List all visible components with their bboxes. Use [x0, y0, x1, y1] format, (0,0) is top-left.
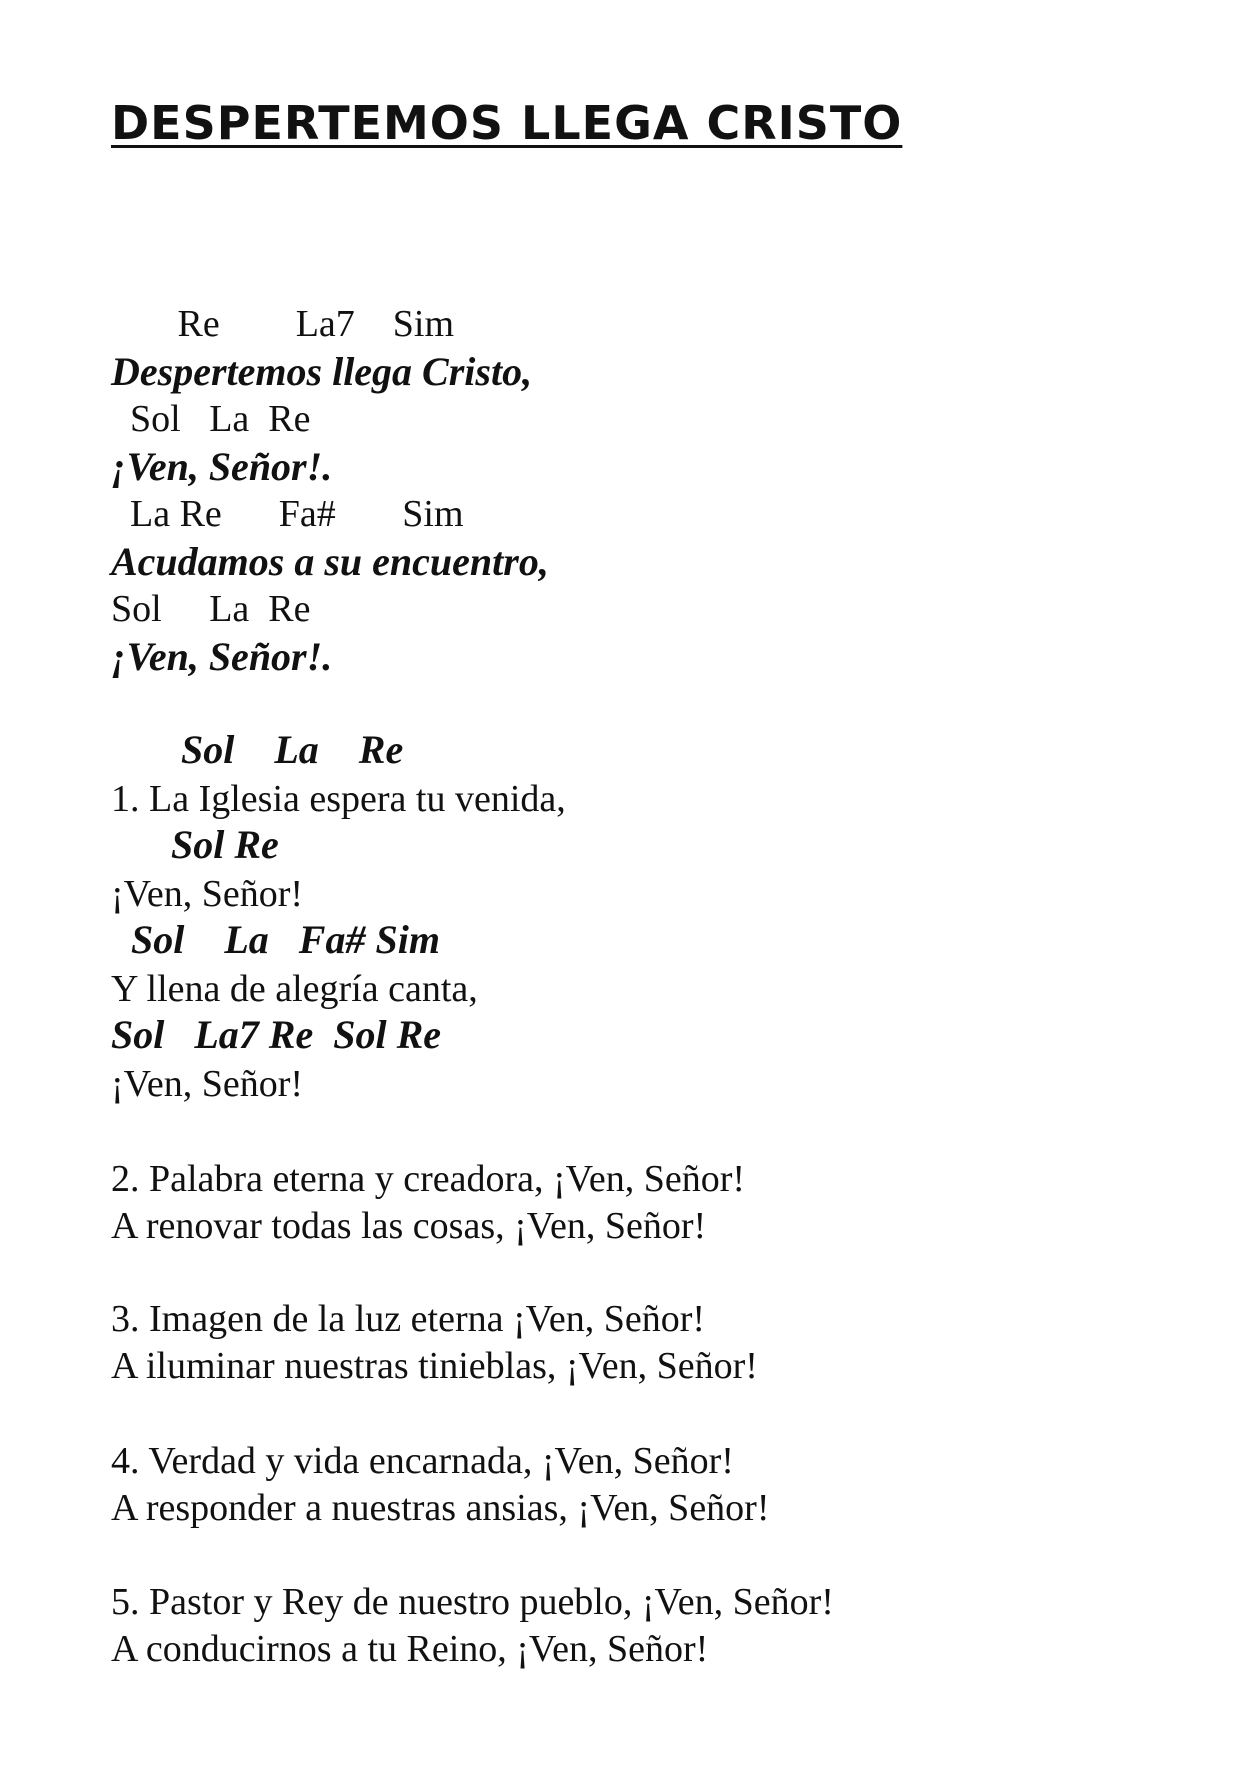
verse1-lyric-4: ¡Ven, Señor! — [111, 1063, 304, 1105]
chorus-lyric-4: ¡Ven, Señor!. — [111, 634, 333, 679]
verse1-lyric-1: 1. La Iglesia espera tu venida, — [111, 778, 566, 820]
verse1-chords-2: Sol Re — [111, 822, 279, 867]
chorus-chords-4: Sol La Re — [111, 588, 311, 630]
chorus-lyric-3: Acudamos a su encuentro, — [111, 539, 549, 584]
verse2-line-1: 2. Palabra eterna y creadora, ¡Ven, Señor! — [111, 1158, 746, 1200]
chorus-chords-3: La Re Fa# Sim — [111, 493, 464, 535]
verse3-line-2: A iluminar nuestras tinieblas, ¡Ven, Señor! — [111, 1345, 758, 1387]
chorus-lyric-1: Despertemos llega Cristo, — [111, 349, 533, 394]
verse3-line-1: 3. Imagen de la luz eterna ¡Ven, Señor! — [111, 1298, 706, 1340]
verse5-line-1: 5. Pastor y Rey de nuestro pueblo, ¡Ven, Señor! — [111, 1581, 834, 1623]
verse4-line-1: 4. Verdad y vida encarnada, ¡Ven, Señor! — [111, 1440, 734, 1482]
verse1-lyric-2: ¡Ven, Señor! — [111, 873, 304, 915]
chorus-chords-1: Re La7 Sim — [111, 303, 455, 345]
song-title: DESPERTEMOS LLEGA CRISTO — [111, 96, 903, 150]
chorus-chords-2: Sol La Re — [111, 398, 311, 440]
verse1-chords-4: Sol La7 Re Sol Re — [111, 1012, 442, 1057]
verse2-line-2: A renovar todas las cosas, ¡Ven, Señor! — [111, 1205, 707, 1247]
verse5-line-2: A conducirnos a tu Reino, ¡Ven, Señor! — [111, 1628, 709, 1670]
verse1-chords-3: Sol La Fa# Sim — [111, 917, 440, 962]
verse1-chords-1: Sol La Re — [111, 727, 404, 772]
chorus-lyric-2: ¡Ven, Señor!. — [111, 444, 333, 489]
verse4-line-2: A responder a nuestras ansias, ¡Ven, Señor! — [111, 1487, 770, 1529]
verse1-lyric-3: Y llena de alegría canta, — [111, 968, 478, 1010]
